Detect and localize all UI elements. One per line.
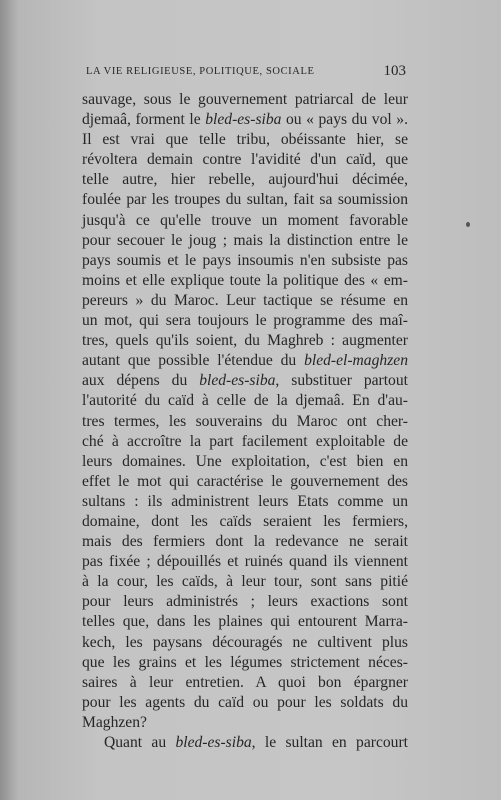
- text-line: [82, 532, 408, 552]
- text-segment: jusqu'à ce qu'elle trouve un moment favorable: [82, 211, 408, 229]
- text-line: [82, 412, 408, 432]
- text-segment: leurs domaines. Une exploitation, c'est bien en: [82, 452, 408, 470]
- text-line: [82, 90, 408, 110]
- text-line: [82, 432, 408, 452]
- text-segment: kech, les paysans découragés ne cultivent plus: [82, 633, 408, 651]
- text-line: [82, 612, 408, 632]
- text-segment: pereurs » du Maroc. Leur tactique se résume en: [82, 291, 408, 309]
- text-line: [82, 693, 408, 713]
- text-segment: ché à accroître la part facilement exploitable de: [82, 432, 408, 450]
- text-line: [82, 311, 408, 331]
- text-segment: , substituer partout: [275, 372, 408, 390]
- text-line: [82, 190, 408, 210]
- text-line: [82, 291, 408, 311]
- text-segment: ou « pays du vol ».: [281, 111, 408, 129]
- spine-shadow: [0, 0, 18, 800]
- running-title: LA VIE RELIGIEUSE, POLITIQUE, SOCIALE: [86, 66, 315, 77]
- text-line: [82, 653, 408, 673]
- text-line: [82, 110, 408, 130]
- italic-term: bled-es-siba: [205, 111, 282, 129]
- text-line: [82, 251, 408, 271]
- text-line: [82, 713, 408, 733]
- italic-term: bled-es-siba: [175, 734, 252, 751]
- page-number: 103: [383, 63, 406, 79]
- text-segment: telle autre, hier rebelle, aujourd'hui décimée,: [82, 171, 408, 189]
- running-header: [86, 63, 406, 79]
- text-line: [82, 331, 408, 351]
- text-line: [82, 271, 408, 291]
- text-line: [82, 633, 408, 653]
- text-segment: un mot, qui sera toujours le programme des maî-: [82, 312, 408, 330]
- text-line: [82, 552, 408, 572]
- text-line: [82, 472, 408, 492]
- text-segment: Maghzen?: [82, 713, 147, 731]
- text-line: [82, 452, 408, 472]
- text-segment: foulée par les troupes du sultan, fait sa soumission: [82, 191, 408, 209]
- text-line: [82, 512, 408, 532]
- text-segment: tres termes, les souverains du Maroc ont cher-: [82, 412, 408, 430]
- italic-term: bled-es-siba: [199, 372, 276, 390]
- text-line: [82, 231, 408, 251]
- text-line: [82, 572, 408, 592]
- text-line: [82, 673, 408, 693]
- text-segment: autant que possible l'étendue du: [82, 352, 305, 370]
- text-segment: l'autorité du caïd à celle de la djemaâ. En d'au-: [82, 392, 408, 410]
- text-segment: pour secouer le joug ; mais la distinction entre le: [82, 231, 408, 249]
- body-text: [82, 90, 408, 753]
- text-segment: pour leurs administrés ; leurs exactions sont: [82, 593, 408, 611]
- text-segment: saires à leur entretien. A quoi bon épargner: [82, 673, 408, 691]
- text-segment: tres, quels qu'ils soient, du Maghreb : augmenter: [82, 332, 408, 350]
- text-line: [82, 371, 408, 391]
- text-line: [82, 170, 408, 190]
- text-line: [82, 351, 408, 371]
- text-segment: que les grains et les légumes strictement néces-: [82, 653, 408, 671]
- text-segment: sauvage, sous le gouvernement patriarcal de leur: [82, 91, 408, 108]
- text-line: [82, 592, 408, 612]
- text-segment: telles que, dans les plaines qui entourent Marra-: [82, 613, 408, 631]
- text-segment: Quant au: [104, 734, 176, 751]
- text-segment: sultans : ils administrent leurs Etats comme un: [82, 492, 408, 510]
- text-line: [82, 130, 408, 150]
- text-segment: Il est vrai que telle tribu, obéissante hier, se: [82, 131, 408, 149]
- text-line: [82, 150, 408, 170]
- text-segment: djemaâ, forment le: [82, 111, 206, 129]
- text-segment: mais des fermiers dont la redevance ne serait: [82, 533, 408, 551]
- text-segment: moins et elle explique toute la politique des « em-: [82, 271, 408, 289]
- text-line: [82, 492, 408, 512]
- text-line: [82, 391, 408, 411]
- paper-speck: [466, 222, 470, 227]
- text-segment: pas fixée ; dépouillés et ruinés quand ils viennent: [82, 553, 408, 571]
- text-segment: à la cour, les caïds, à leur tour, sont sans pitié: [82, 573, 408, 591]
- text-segment: pour les agents du caïd ou pour les soldats du: [82, 693, 408, 711]
- text-segment: , le sultan en parcourt: [251, 734, 408, 751]
- text-segment: pays soumis et le pays insoumis n'en subsiste pas: [82, 251, 408, 269]
- italic-term: bled-el-maghzen: [304, 352, 408, 370]
- text-line: [82, 211, 408, 231]
- text-line: [82, 733, 408, 753]
- text-segment: domaine, dont les caïds seraient les fermiers,: [82, 512, 408, 530]
- text-segment: aux dépens du: [82, 372, 200, 390]
- text-segment: révoltera demain contre l'avidité d'un caïd, que: [82, 151, 408, 169]
- text-segment: effet le mot qui caractérise le gouvernement des: [82, 472, 408, 490]
